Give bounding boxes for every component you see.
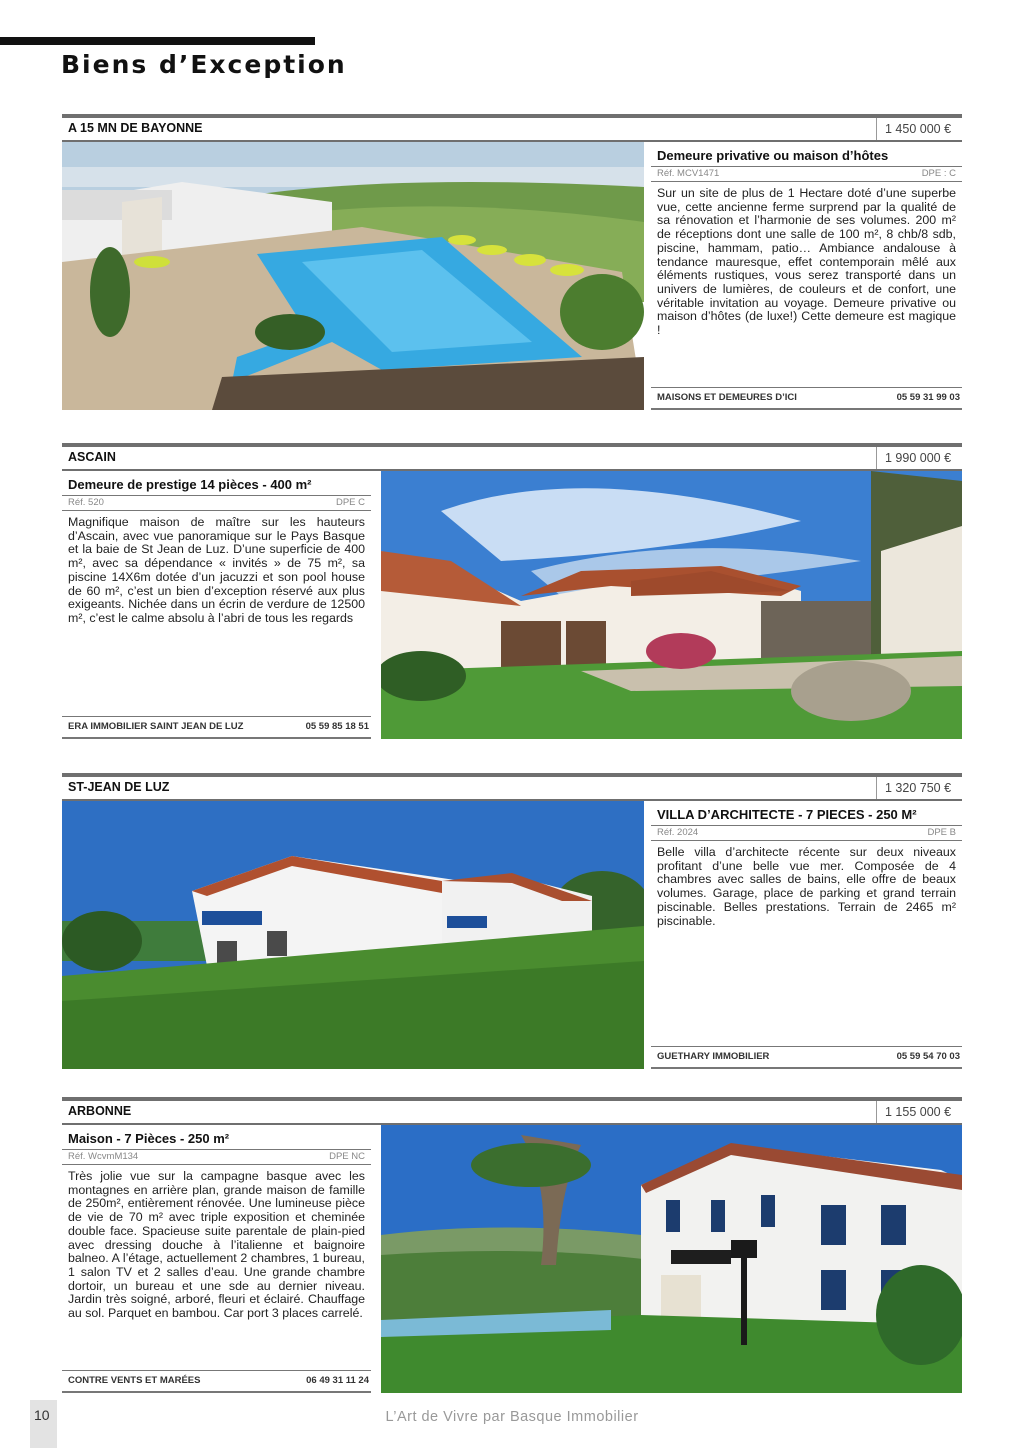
agency-name[interactable]: CONTRE VENTS ET MARÉES — [68, 1375, 201, 1386]
listing-dpe: DPE B — [927, 827, 956, 838]
agency-name[interactable]: ERA IMMOBILIER SAINT JEAN DE LUZ — [68, 721, 244, 732]
manor-house-photo[interactable] — [381, 471, 962, 739]
listing-price: 1 320 750 € — [876, 777, 962, 799]
listing-details — [62, 1125, 371, 1393]
listing-location: ASCAIN — [68, 450, 116, 464]
listing-header — [62, 1097, 962, 1125]
agency-phone[interactable]: 06 49 31 11 24 — [306, 1375, 369, 1386]
agency-name[interactable]: GUETHARY IMMOBILIER — [657, 1051, 770, 1062]
listing-title: VILLA D’ARCHITECTE - 7 PIECES - 250 M² — [651, 801, 962, 826]
listing-title: Demeure de prestige 14 pièces - 400 m² — [62, 471, 371, 496]
listing-meta — [651, 826, 962, 841]
agency-name[interactable]: MAISONS ET DEMEURES D’ICI — [657, 392, 797, 403]
agency-phone[interactable]: 05 59 54 70 03 — [896, 1051, 960, 1062]
listing-agency-bar — [651, 1046, 962, 1069]
listing-description: Belle villa d’architecte récente sur deux niveaux profitant d’une belle vue mer. Composée de 4 chambres avec salles de bains, elle offre de beaux volumes. Garage, place de parking et grand terrain piscinable. Belles prestations. Terrain de 2465 m² piscinable. — [657, 845, 956, 928]
listing-title: Demeure privative ou maison d’hôtes — [651, 142, 962, 167]
header-rule — [0, 37, 315, 45]
listing-meta — [62, 496, 371, 511]
listing-location: A 15 MN DE BAYONNE — [68, 121, 203, 135]
listing-meta — [62, 1150, 371, 1165]
listing-header — [62, 114, 962, 142]
listing-location: ARBONNE — [68, 1104, 132, 1118]
footer-tagline: L’Art de Vivre par Basque Immobilier — [385, 1409, 639, 1425]
listing-description: Sur un site de plus de 1 Hectare doté d’une superbe vue, cette ancienne ferme surprend par la qualité de sa rénovation et l’harmonie de ses volumes. 200 m² de réceptions dont une salle de 100 m², 8 chb/8 sdb, piscine, hammam, patio… Ambiance andalouse à tendance mauresque, effet contemporain mêlé aux éléments rustiques, vous serez transporté dans un univers de lumières, de couleurs et de confort, une véritable invitation au voyage. Demeure privative ou maison d’hôtes (de luxe!) Cette demeure est magique ! — [657, 186, 956, 338]
listing-location: ST-JEAN DE LUZ — [68, 780, 170, 794]
listing-card[interactable] — [62, 443, 962, 732]
listing-ref: Réf. 520 — [68, 497, 104, 508]
page-number: 10 — [34, 1407, 50, 1423]
listing-title: Maison - 7 Pièces - 250 m² — [62, 1125, 371, 1150]
agency-phone[interactable]: 05 59 31 99 03 — [896, 392, 960, 403]
listing-card[interactable] — [62, 773, 962, 1062]
listing-description: Très jolie vue sur la campagne basque avec les montagnes en arrière plan, grande maison de famille de 250m², entièrement rénovée. Une lumineuse pièce de vie de 70 m² avec triple exposition et cheminée double face. Spacieuse suite parentale de plain-pied avec dressing douche à l’italienne et baignoire balneo. A l’étage, actuellement 2 chambres, 1 bureau, 1 salon TV et 2 salles d’eau. Une grande chambre dortoir, un bureau et une sde au dernier niveau. Jardin très soigné, arboré, fleuri et éclairé. Chauffage au sol. Parquet en bambou. Car port 3 places carrelé. — [68, 1169, 365, 1321]
page-title: Biens d’Exception — [61, 50, 347, 79]
listing-card[interactable] — [62, 1097, 962, 1386]
listing-ref: Réf. WcvmM134 — [68, 1151, 139, 1162]
listing-details — [651, 142, 962, 410]
listing-dpe: DPE C — [335, 497, 365, 508]
listing-agency-bar — [62, 1370, 371, 1393]
basque-house-photo[interactable] — [381, 1125, 962, 1393]
listing-dpe: DPE : C — [921, 168, 956, 179]
listing-header — [62, 443, 962, 471]
listing-ref: Réf. MCV1471 — [657, 168, 720, 179]
listing-dpe: DPE NC — [329, 1151, 365, 1162]
listing-agency-bar — [651, 387, 962, 410]
listing-price: 1 990 000 € — [876, 447, 962, 469]
listing-details — [651, 801, 962, 1069]
listing-meta — [651, 167, 962, 182]
listing-card[interactable] — [62, 114, 962, 403]
listing-ref: Réf. 2024 — [657, 827, 699, 838]
listing-description: Magnifique maison de maître sur les hauteurs d’Ascain, avec vue panoramique sur le Pays Basque et la baie de St Jean de Luz. D’une superficie de 400 m², avec sa dépendance « invités » de 75 m², sa piscine 14X6m dotée d’un jacuzzi et son pool house de 60 m², c’est un bien d’exception réservé aux plus exigeants. Nichée dans un écrin de verdure de 12500 m², c’est le calme absolu à l’abri de tous les regards — [68, 515, 365, 625]
agency-phone[interactable]: 05 59 85 18 51 — [305, 721, 369, 732]
architect-villa-photo[interactable] — [62, 801, 644, 1069]
listing-price: 1 450 000 € — [876, 118, 962, 140]
listing-price: 1 155 000 € — [876, 1101, 962, 1123]
listing-details — [62, 471, 371, 739]
pool-villa-photo[interactable] — [62, 142, 644, 410]
listing-header — [62, 773, 962, 801]
listing-agency-bar — [62, 716, 371, 739]
